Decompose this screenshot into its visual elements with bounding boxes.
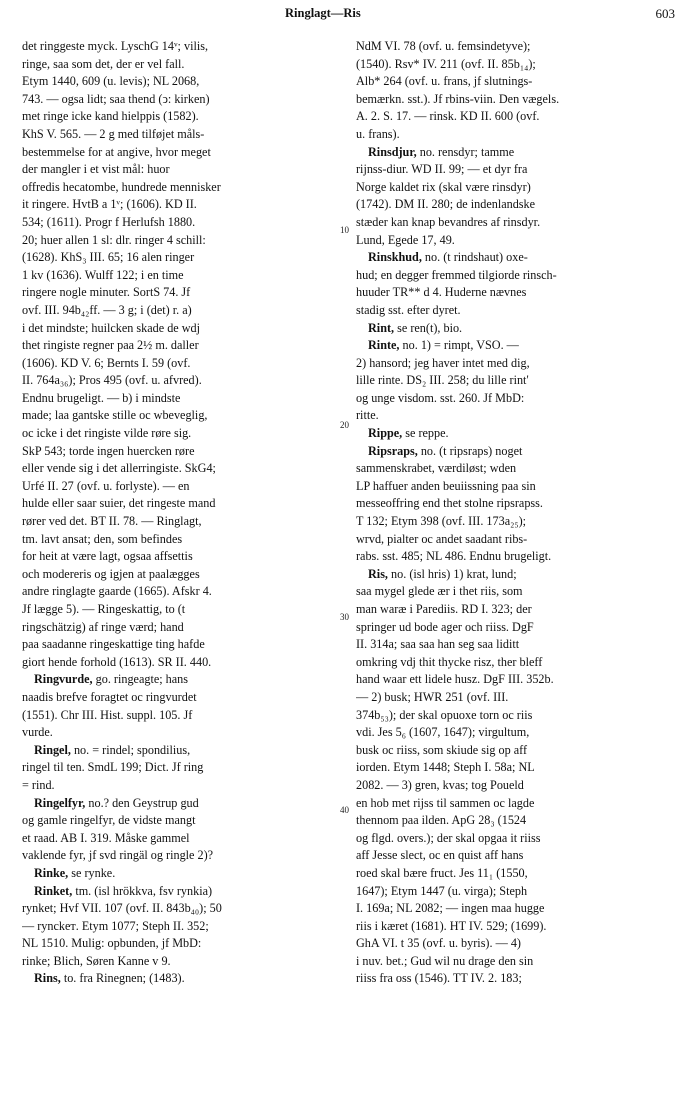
headword: Rinket, [34, 883, 73, 898]
text-line: NdM VI. 78 (ovf. u. femsindetyve); [356, 39, 531, 53]
text-line: stæder kan knap bevandres af rinsdyr. [356, 214, 541, 229]
text-line: oc icke i det ringiste vilde røre sig. [22, 426, 192, 441]
text-line: rører ved det. BT II. 78. — Ringlagt, [22, 514, 202, 529]
text-line: I. 169a; NL 2082; — ingen maa hugge [356, 901, 545, 916]
text-line: Alb* 264 (ovf. u. frans, jf slutnings- [356, 74, 533, 89]
text-line: wrvd, pialter oc andet saadant ribs- [356, 531, 528, 546]
line-marker: 30 [340, 612, 349, 622]
entry-headword-line: Rinskhud, no. (t rindshaut) oxe- [368, 250, 528, 265]
entry-headword-line: Rinsdjur, no. rensdyr; tamme [368, 144, 515, 159]
text-line: for heit at være lagt, ogsaa affsettis [22, 549, 193, 564]
text-line: et raad. AB I. 319. Måske gammel [22, 830, 190, 845]
text-line: LP haffuer anden beuiissning paa sin [356, 478, 536, 493]
text-line: thet ringiste regner paa 2½ m. daller [22, 338, 199, 353]
text-line: i nuv. bet.; Gud wil nu drage den sin [356, 953, 534, 968]
text-line: vaklende fyr, jf svd ringäl og ringle 2)? [22, 848, 214, 863]
entry-headword-line: Rippe, se reppe. [368, 426, 449, 441]
text-line: made; laa gantske stille oc wbeveglig, [22, 408, 208, 423]
text-line: messeoffring end thet stolne ripsrapss. [356, 496, 543, 511]
text-line: ovf. III. 94b₄₂ff. — 3 g; i (det) r. a) [22, 302, 192, 317]
entry-headword-line: Ringel, no. = rindel; spondilius, [34, 742, 191, 757]
text-line: Jf lægge 5). — Ringeskattig, to (t [22, 602, 186, 616]
text-line: A. 2. S. 17. — rinsk. KD II. 600 (ovf. [356, 109, 540, 124]
headword: Ringel, [34, 742, 71, 757]
text-line: hud; en degger fremmed tilgiorde rinsch- [356, 267, 557, 282]
text-line: lille rinte. DS₂ III. 258; du lille rint' [356, 373, 529, 388]
text-line: met ringe icke kand hielppis (1582). [22, 109, 199, 124]
text-line: busk oc riiss, som skiude sig op aff [356, 742, 528, 757]
headword: Rinsdjur, [368, 144, 417, 159]
text-line: it ringere. HvtB a 1ᵛ; (1606). KD II. [22, 197, 197, 212]
headword: Rippe, [368, 426, 403, 441]
line-marker: 10 [340, 225, 349, 235]
text-line: — rynckeᴛ. Etym 1077; Steph II. 352; [22, 918, 209, 933]
entry-headword-line: Ris, no. (isl hris) 1) krat, lund; [368, 566, 517, 581]
text-line: 1647); Etym 1447 (u. virga); Steph [356, 883, 528, 898]
entry-headword-line: Ringvurde, go. ringeagte; hans [34, 672, 189, 687]
text-line: springer ud bode ager och riiss. DgF [356, 619, 534, 634]
text-line: 534; (1611). Progr f Herlufsh 1880. [22, 214, 196, 229]
entry-headword-line: Rinke, se rynke. [34, 865, 116, 880]
text-line: saa mygel glede ær i thet riis, som [356, 584, 523, 599]
text-line: thennom paa ilden. ApG 28₃ (1524 [356, 813, 527, 828]
text-line: bemærkn. sst.). Jf rbins-viin. Den vægels. [356, 91, 560, 106]
text-line: (1742). DM II. 280; de indenlandske [356, 197, 536, 212]
text-line: (1606). KD V. 6; Bernts I. 59 (ovf. [22, 355, 191, 370]
entry-headword-line: Ringelfyr, no.? den Geystrup gud [34, 795, 199, 810]
text-line: stadig sst. efter dyret. [356, 302, 461, 317]
text-line: NL 1510. Mulig: opbunden, jf MbD: [22, 936, 202, 951]
text-line: vurde. [22, 725, 53, 740]
line-marker: 20 [340, 420, 349, 430]
headword: Ripsraps, [368, 443, 418, 458]
headword: Ringvurde, [34, 672, 93, 687]
text-line: hand waar ett lidele husz. DgF III. 352b. [356, 672, 554, 687]
text-line: 374b₅₃); der skal opuoxe torn oc riis [356, 707, 533, 722]
text-line: rynket; Hvf VII. 107 (ovf. II. 843b₄₀); 50 [22, 901, 222, 916]
entry-headword-line: Ripsraps, no. (t ripsraps) noget [368, 443, 523, 458]
text-line: aff Jesse slect, oc en quist aff hans [356, 848, 524, 863]
text-line: det ringgeste myck. LyschG 14ᵛ; vilis, [22, 39, 209, 53]
headword: Rinskhud, [368, 250, 422, 265]
text-line: 2082. — 3) gren, kvas; tog Poueld [356, 777, 524, 792]
text-line: tm. lavt ansat; den, som befindes [22, 531, 183, 546]
headword: Ris, [368, 566, 388, 581]
text-line: vdi. Jes 5₆ (1607, 1647); virgultum, [356, 725, 530, 740]
text-line: offredis hecatombe, hundrede mennisker [22, 179, 221, 194]
page-header [0, 6, 683, 26]
text-line: iorden. Etym 1448; Steph I. 58a; NL [356, 760, 535, 775]
text-line: og flgd. overs.); der skal opgaa it riiss [356, 830, 541, 845]
text-line: u. frans). [356, 126, 400, 141]
text-line: huuder TR** d 4. Huderne nævnes [356, 285, 527, 300]
text-line: och modereris og igjen at paalægges [22, 566, 200, 581]
text-line: giort hende forhold (1613). SR II. 440. [22, 654, 212, 669]
text-line: rabs. sst. 485; NL 486. Endnu brugeligt. [356, 549, 552, 564]
running-head: Ringlagt—Ris [285, 6, 361, 20]
text-line: GhA VI. t 35 (ovf. u. byris). — 4) [356, 936, 521, 951]
text-line: sammenskrabet, værdiløst; wden [356, 461, 517, 476]
text-line: riiss fra oss (1546). TT IV. 2. 183; [356, 971, 522, 986]
page-number: 603 [655, 6, 675, 21]
text-line: Lund, Egede 17, 49. [356, 232, 455, 247]
text-line: eller vende sig i det allerringiste. SkG4; [22, 461, 216, 476]
headword: Rins, [34, 971, 61, 986]
text-line: en hob met rijss til sammen oc lagde [356, 795, 535, 810]
text-line: Norge kaldet rix (skal være rinsdyr) [356, 179, 531, 194]
text-line: ringel til ten. SmdL 199; Dict. Jf ring [22, 760, 204, 775]
left-column [22, 38, 338, 988]
text-line: ringere nogle minuter. SortS 74. Jf [22, 285, 191, 300]
text-line: KhS V. 565. — 2 g med tilføjet måls- [22, 126, 205, 141]
headword: Rinte, [368, 338, 400, 353]
text-line: omkring vdj thit thycke risz, ther bleff [356, 654, 543, 669]
headword: Rint, [368, 320, 395, 335]
text-line: rijnss-diur. WD II. 99; — et dyr fra [356, 162, 528, 177]
headword: Rinke, [34, 865, 69, 880]
text-line: 743. — ogsa lidt; saa thend (ↄ: kirken) [22, 91, 210, 106]
line-marker: 40 [340, 805, 349, 815]
text-line: 1 kv (1636). Wulff 122; i en time [22, 267, 184, 282]
text-line: II. 314a; saa saa han seg saa liditt [356, 637, 520, 652]
text-line: naadis brefve foragtet oc ringvurdet [22, 689, 197, 704]
text-line: og gamle ringelfyr, de vidste mangt [22, 813, 196, 828]
text-line: Urfé II. 27 (ovf. u. forlyste). — en [22, 478, 190, 493]
text-line: paa saadanne ringeskattige ting hafde [22, 637, 205, 652]
text-line: Endnu brugeligt. — b) i mindste [22, 390, 181, 405]
text-line: II. 764a₃₆); Pros 495 (ovf. u. afvred). [22, 373, 202, 388]
text-line: rinke; Blich, Søren Kanne v 9. [22, 953, 171, 968]
text-line: der mangler i et vist mål: huor [22, 162, 170, 177]
text-line: (1551). Chr III. Hist. suppl. 105. Jf [22, 707, 193, 722]
entry-headword-line: Rinte, no. 1) = rimpt, VSO. — [368, 338, 519, 353]
text-line: = rind. [22, 777, 55, 792]
entry-headword-line: Rinket, tm. (isl hrökkva, fsv rynkia) [34, 883, 213, 898]
text-line: hulde eller saar suier, det ringeste mand [22, 496, 216, 511]
text-line: Etym 1440, 609 (u. levis); NL 2068, [22, 74, 200, 89]
text-line: ritte. [356, 408, 379, 423]
text-line: 20; huer allen 1 sl: dlr. ringer 4 schill: [22, 232, 206, 247]
text-line: bestemmelse for at angive, hvor meget [22, 144, 211, 159]
text-line: ringe, saa som det, der er vel fall. [22, 56, 185, 71]
text-line: T 132; Etym 398 (ovf. III. 173a₂₅); [356, 514, 527, 529]
entry-headword-line: Rins, to. fra Rinegnen; (1483). [34, 971, 185, 986]
text-line: SkP 543; torde ingen huercken røre [22, 443, 195, 458]
text-line: — 2) busk; HWR 251 (ovf. III. [356, 689, 509, 704]
text-line: roed skal bære fruct. Jes 11₁ (1550, [356, 865, 528, 880]
text-line: man waræ i Parediis. RD I. 323; der [356, 602, 532, 616]
text-line: (1628). KhS₃ III. 65; 16 alen ringer [22, 250, 195, 265]
text-line: og unge visdom. sst. 260. Jf MbD: [356, 390, 525, 405]
text-line: ringschätzig) af ringe værd; hand [22, 619, 184, 634]
text-line: 2) hansord; jeg haver intet med dig, [356, 355, 530, 370]
right-column [356, 38, 670, 988]
text-line: (1540). Rsv* IV. 211 (ovf. II. 85b₁₄); [356, 56, 536, 71]
text-line: i det mindste; huilcken skade de wdj [22, 320, 201, 335]
entry-headword-line: Rint, se ren(t), bio. [368, 320, 463, 335]
text-line: andre ringlagte gaarde (1665). Afskr 4. [22, 584, 212, 599]
headword: Ringelfyr, [34, 795, 86, 810]
text-line: riis i kæret (1681). HT IV. 529; (1699). [356, 918, 547, 933]
